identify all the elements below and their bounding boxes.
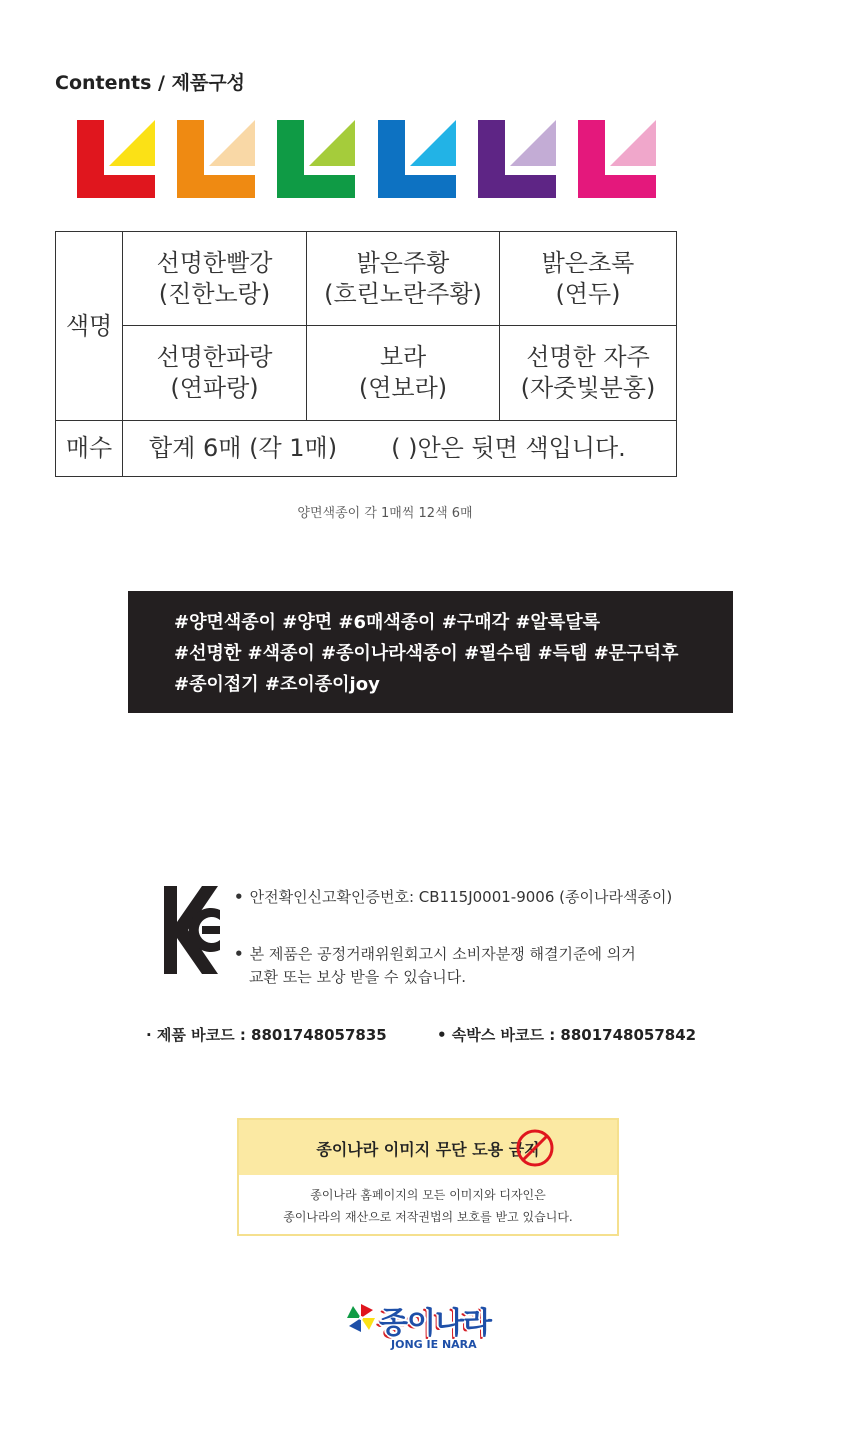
color-back-name: (연파랑): [170, 374, 259, 402]
color-cell: [500, 232, 677, 326]
hashtag-line: #선명한 #색종이 #종이나라색종이 #필수템 #득템 #문구덕후: [174, 643, 679, 664]
color-primary-name: 선명한 자주: [526, 343, 650, 371]
color-primary-name: 밝은초록: [541, 248, 635, 277]
box-barcode: • 속박스 바코드 : 8801748057842: [437, 1026, 697, 1044]
color-spec-table: [55, 231, 677, 477]
color-cell: [123, 232, 307, 326]
brand-subtitle: JONG IE NARA: [391, 1338, 477, 1351]
swatch-blue: [378, 120, 456, 198]
color-cell: [307, 326, 500, 421]
copyright-notice: [237, 1118, 619, 1236]
pinwheel-icon: [345, 1302, 377, 1334]
color-back-name: (연두): [555, 279, 621, 308]
color-back-name: (진한노랑): [158, 279, 271, 308]
note-paren: ( ): [391, 434, 418, 462]
prohibited-icon: [515, 1128, 555, 1168]
brand-name: 종이나라: [379, 1306, 491, 1341]
hashtag-box: [128, 591, 733, 713]
swatch-red: [77, 120, 155, 198]
page-heading: Contents / 제품구성: [55, 72, 245, 94]
count-cell: [123, 421, 677, 477]
hashtag-line: #양면색종이 #양면 #6매색종이 #구매각 #알록달록: [174, 612, 600, 633]
color-back-name: (자줏빛분홍): [520, 374, 656, 402]
color-primary-name: 보라: [379, 343, 427, 371]
swatch-pink: [578, 120, 656, 198]
notice-line: 종이나라 홈페이지의 모든 이미지와 디자인은: [310, 1188, 546, 1202]
notice-title: 종이나라 이미지 무단 도용 금지: [316, 1140, 540, 1159]
color-primary-name: 밝은주황: [356, 248, 450, 277]
note-text: 안은 뒷면 색입니다.: [417, 434, 626, 462]
kc-mark-icon: [162, 884, 222, 976]
hashtag-line: #종이접기 #조이종이joy: [174, 674, 380, 695]
color-primary-name: 선명한파랑: [156, 343, 273, 371]
swatch-purple: [478, 120, 556, 198]
consumer-notice: • 본 제품은 공정거래위원회고시 소비자분쟁 해결기준에 의거: [234, 945, 636, 963]
color-cell: [500, 326, 677, 421]
product-barcode: · 제품 바코드 : 8801748057835: [146, 1026, 387, 1044]
cert-number: • 안전확인신고확인증번호: CB115J0001-9006 (종이나라색종이): [234, 888, 673, 906]
swatch-green: [277, 120, 355, 198]
color-back-name: (연보라): [358, 374, 448, 402]
caption: 양면색종이 각 1매씩 12색 6매: [297, 506, 473, 521]
swatch-orange: [177, 120, 255, 198]
notice-line: 종이나라의 재산으로 저작권법의 보호를 받고 있습니다.: [283, 1210, 573, 1224]
color-cell: [307, 232, 500, 326]
count-header: 매수: [56, 421, 123, 477]
color-name-header: 색명: [56, 232, 123, 421]
consumer-notice-line2: 교환 또는 보상 받을 수 있습니다.: [249, 968, 466, 986]
total-count: 합계 6매 (각 1매): [149, 434, 338, 462]
brand-logo: [343, 1298, 523, 1362]
color-back-name: (흐린노란주황): [324, 279, 482, 308]
color-cell: [123, 326, 307, 421]
color-primary-name: 선명한빨강: [156, 248, 273, 277]
